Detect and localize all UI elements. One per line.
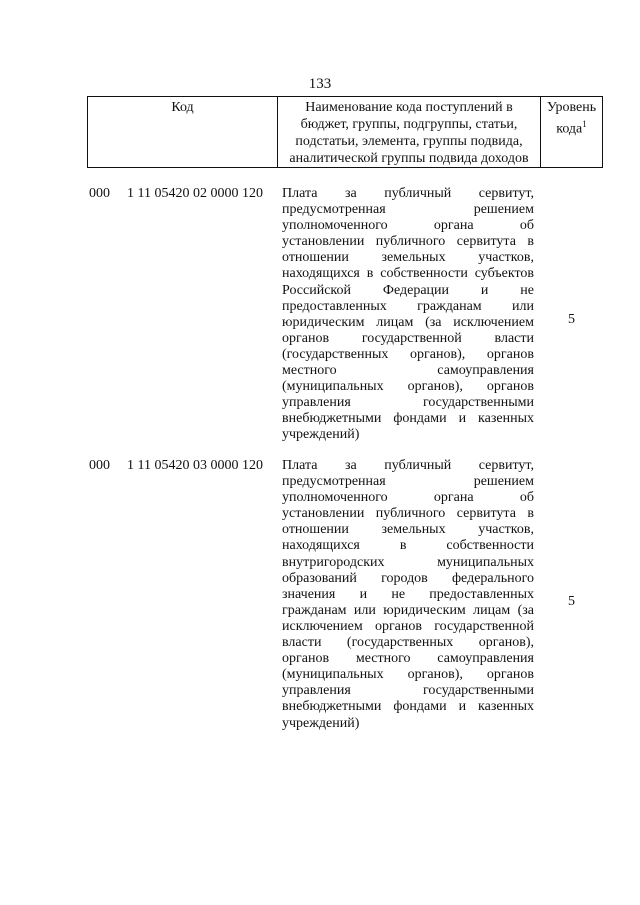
revenue-name: Плата за публичный сервитут, предусмотренная решением уполномоченного органа об установлении публичного сервитута в отношении земельных участков, находящихся в собственности субъектов Российской Федерации и не предоставленных гражданам или юридическим лицам (за исключением органов государственной власти (государственных органов), органов местного самоуправления (муниципальных органов), органов управления государственными внебюджетными фондами и казенных учреждений) (282, 186, 534, 443)
header-level-footnote: 1 (582, 119, 587, 129)
header-level-cell (541, 97, 603, 168)
page-number: 133 (308, 76, 332, 92)
header-name-label: Наименование кода поступлений в бюджет, группы, подгруппы, статьи, подстатьи, элемента, группы подвида, аналитической группы подвида доходов (289, 100, 529, 166)
header-level-label: Уровень кода (546, 100, 597, 137)
revenue-code: 1 11 05420 02 0000 120 (127, 186, 263, 201)
admin-code: 000 (89, 186, 110, 201)
header-code-cell (88, 97, 278, 168)
revenue-name: Плата за публичный сервитут, предусмотренная решением уполномоченного органа об установлении публичного сервитута в отношении земельных участков, находящихся в собственности внутригородских муниципальных образований городов федерального значения и не предоставленных гражданам или юридическим лицам (за исключением органов государственной власти (государственных органов), органов местного самоуправления (муниципальных органов), органов управления государственными внебюджетными фондами и казенных учреждений) (282, 458, 534, 731)
revenue-code: 1 11 05420 03 0000 120 (127, 458, 263, 473)
header-code-label: Код (171, 100, 194, 115)
table-header (87, 96, 603, 168)
header-name-cell (278, 97, 541, 168)
code-level: 5 (568, 312, 575, 327)
admin-code: 000 (89, 458, 110, 473)
code-level: 5 (568, 594, 575, 609)
